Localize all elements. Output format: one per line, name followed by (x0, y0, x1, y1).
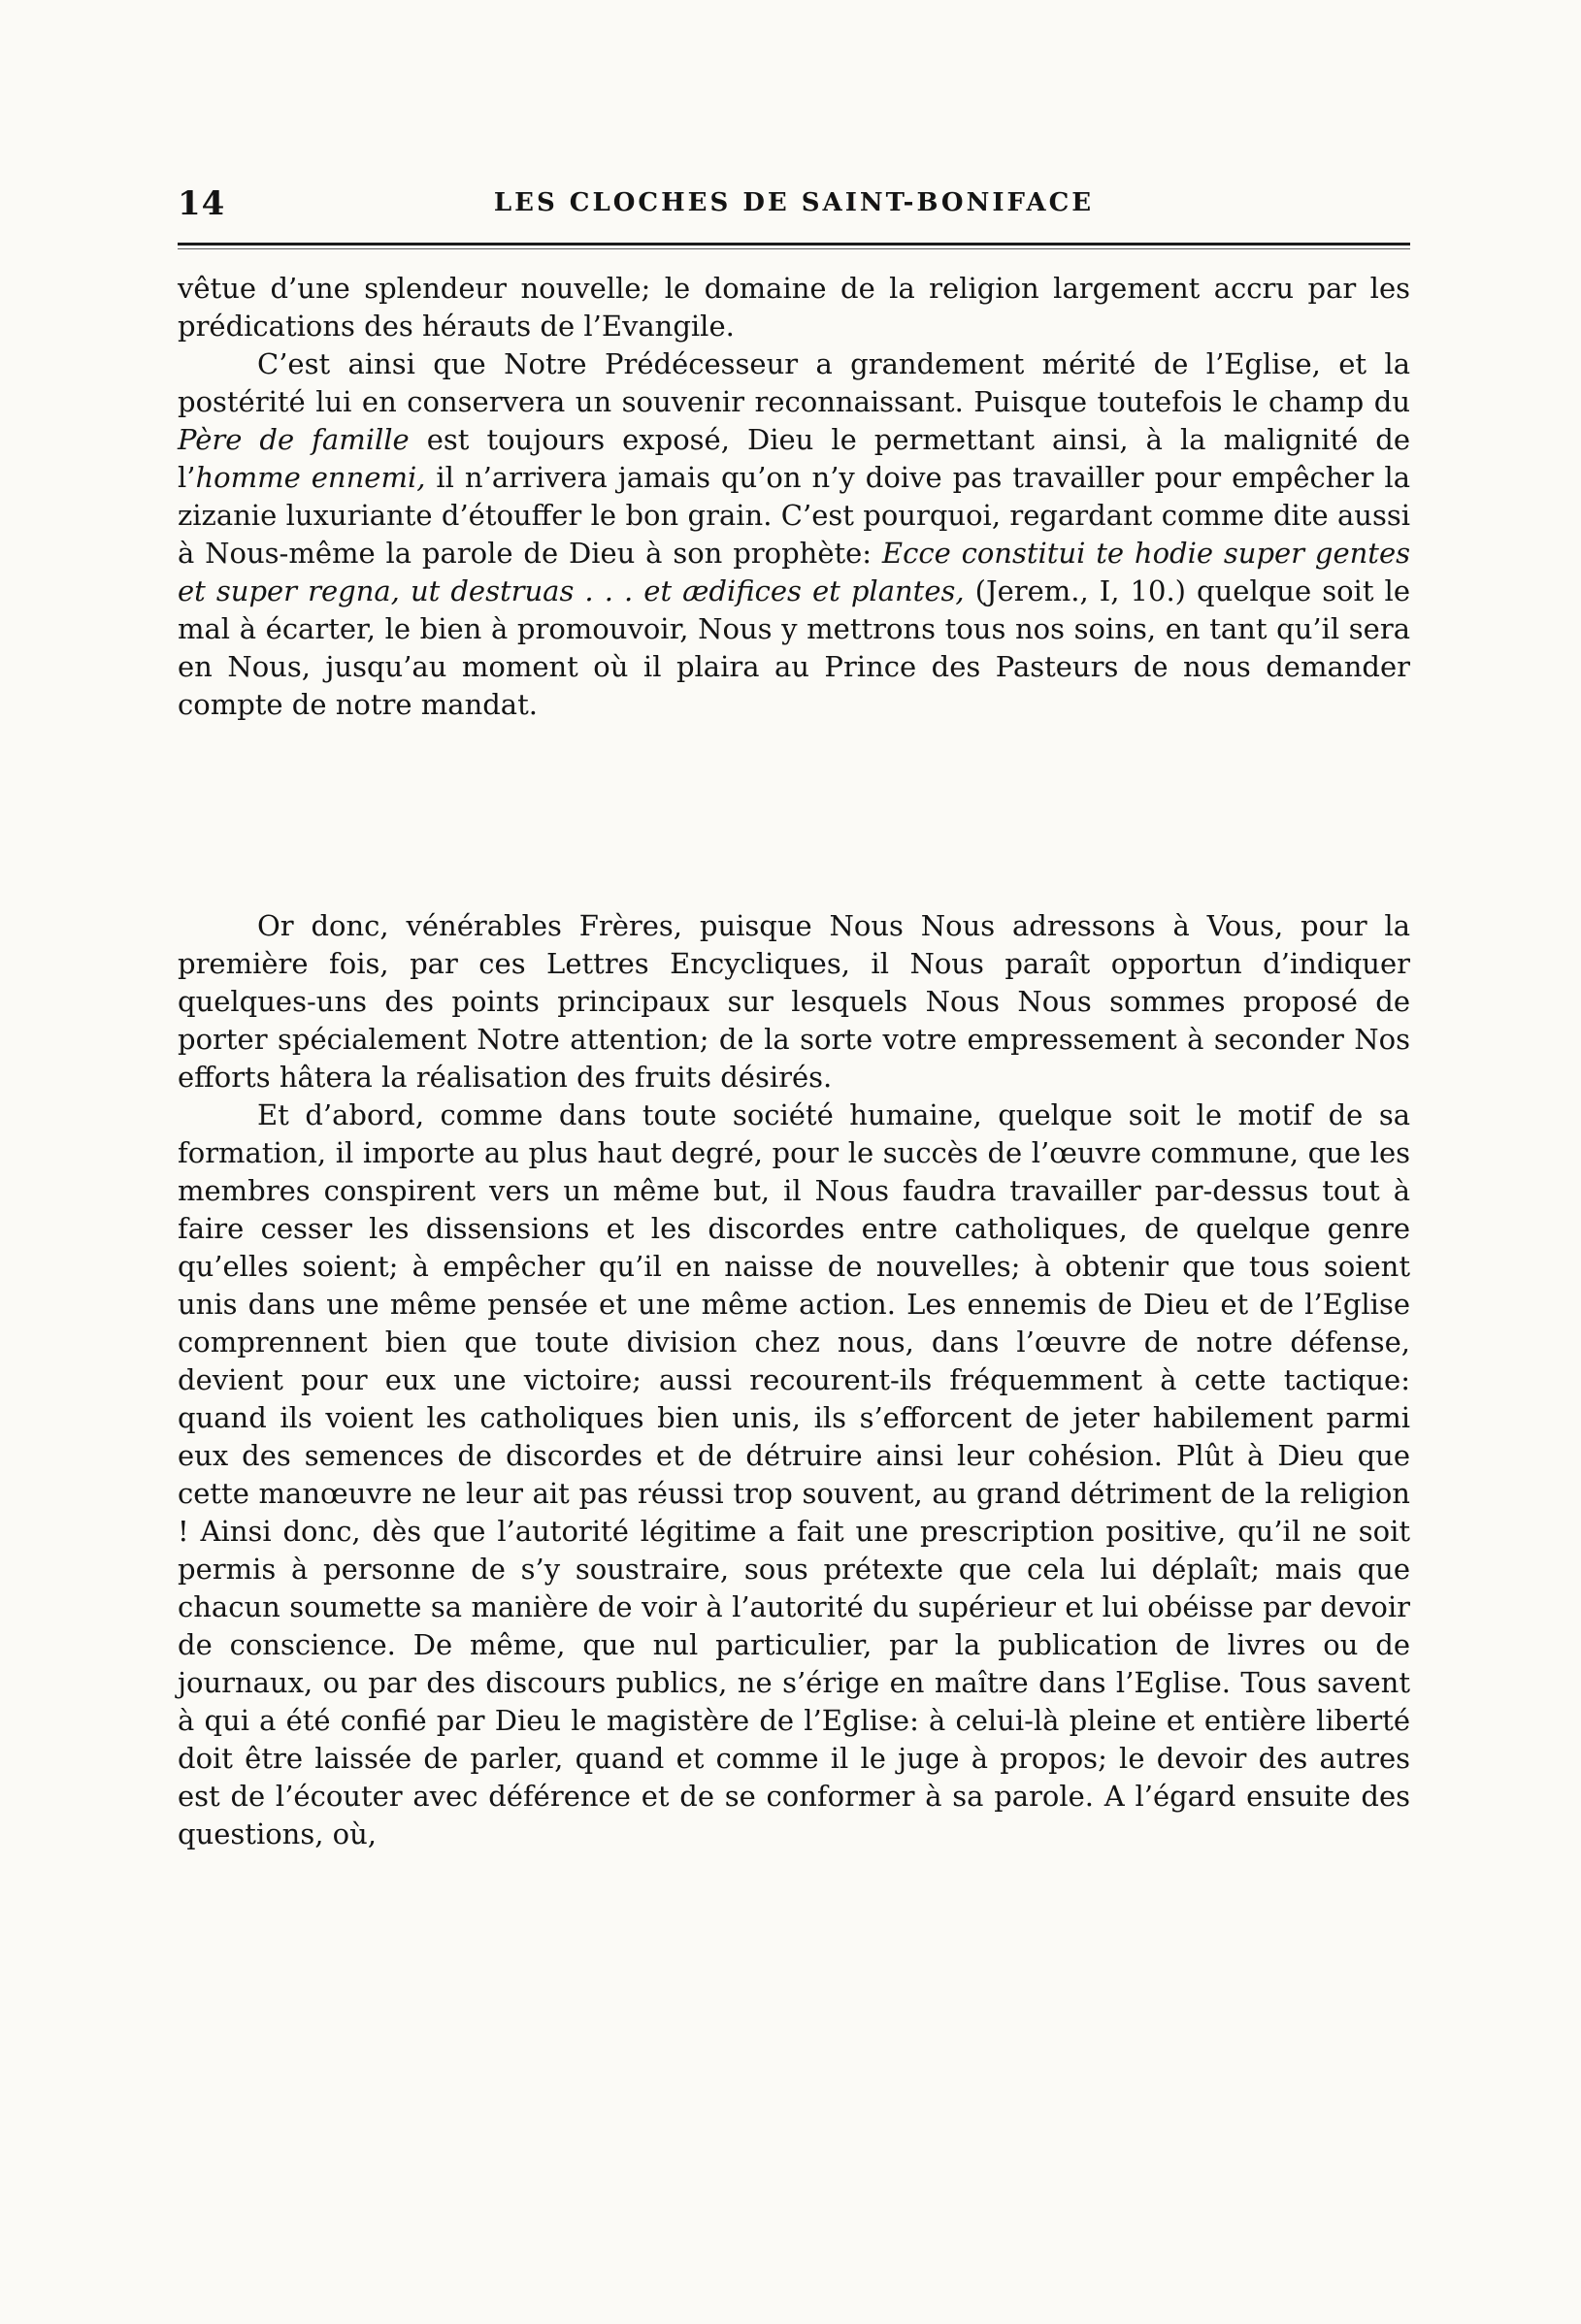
latin-quotation: Ecce constitui te hodie super gentes et super regna, ut destruas . . . et ædifices et plantes, (178, 537, 1410, 607)
paragraph (178, 1097, 1410, 1853)
paragraph-text: vêtue d’une splendeur nouvelle; le domaine de la religion largement accru par les prédications des hérauts de l’Evangile. (178, 272, 1410, 343)
paragraph (178, 345, 1410, 724)
header-rule (178, 243, 1410, 245)
paragraph-text: il n’arrivera jamais qu’on n’y doive pas travailler pour empêcher la zizanie luxuriante d’étouffer le bon grain. C’est pourquoi, regardant comme dite aussi à Nous-même la parole de Dieu à son prophète: (178, 461, 1410, 570)
text-section-1 (178, 270, 1410, 724)
paragraph-continued (178, 270, 1410, 345)
paragraph-text: est toujours exposé, Dieu le permettant ainsi, à la malignité de l’ (178, 423, 1410, 494)
page-header (178, 184, 1410, 233)
italic-phrase: homme ennemi, (195, 461, 426, 494)
italic-phrase: Père de famille (178, 423, 410, 456)
paragraph-text: (Jerem., I, 10.) quelque soit le mal à écarter, le bien à promouvoir, Nous y mettrons tous nos soins, en tant qu’il sera en Nous, jusqu’au moment où il plaira au Prince des Pasteurs de nous demander compte de notre mandat. (178, 574, 1410, 721)
header-rule-thin (178, 248, 1410, 249)
paragraph-text: Et d’abord, comme dans toute société humaine, quelque soit le motif de sa formation, il importe au plus haut degré, pour le succès de l’œuvre commune, que les membres conspirent vers un même but, il Nous faudra travailler par-dessus tout à faire cesser les dissensions et les discordes entre catholiques, de quelque genre qu’elles soient; à empêcher qu’il en naisse de nouvelles; à obtenir que tous soient unis dans une même pensée et une même action. Les ennemis de Dieu et de l’Eglise comprennent bien que toute division chez nous, dans l’œuvre de notre défense, devient pour eux une victoire; aussi recourent-ils fréquemment à cette tactique: quand ils voient les catholiques bien unis, ils s’efforcent de jeter habilement parmi eux des semences de discordes et de détruire ainsi leur cohésion. Plût à Dieu que cette manœuvre ne leur ait pas réussi trop souvent, au grand détriment de la religion ! Ainsi donc, dès que l’autorité légitime a fait une prescription positive, qu’il ne soit permis à personne de s’y soustraire, sous prétexte que cela lui déplaît; mais que chacun soumette sa manière de voir à l’autorité du supérieur et lui obéisse par devoir de conscience. De même, que nul particulier, par la publication de livres ou de journaux, ou par des discours publics, ne s’érige en maître dans l’Eglise. Tous savent à qui a été confié par Dieu le magistère de l’Eglise: à celui-là pleine et entière liberté doit être laissée de parler, quand et comme il le juge à propos; le devoir des autres est de l’écouter avec déférence et de se conformer à sa parole. A l’égard ensuite des questions, où, (178, 1098, 1410, 1850)
paragraph-text: C’est ainsi que Notre Prédécesseur a grandement mérité de l’Eglise, et la postérité lui en conservera un souvenir reconnaissant. Puisque toutefois le champ du (178, 347, 1410, 418)
running-title: LES CLOCHES DE SAINT-BONIFACE (493, 188, 1095, 217)
text-section-2 (178, 907, 1410, 1853)
paragraph-text: Or donc, vénérables Frères, puisque Nous Nous adressons à Vous, pour la première fois, par ces Lettres Encycliques, il Nous paraît opportun d’indiquer quelques-uns des points principaux sur lesquels Nous Nous sommes proposé de porter spécialement Notre attention; de la sorte votre empressement à seconder Nos efforts hâtera la réalisation des fruits désirés. (178, 909, 1410, 1094)
page-number: 14 (178, 184, 226, 223)
paragraph (178, 907, 1410, 1097)
